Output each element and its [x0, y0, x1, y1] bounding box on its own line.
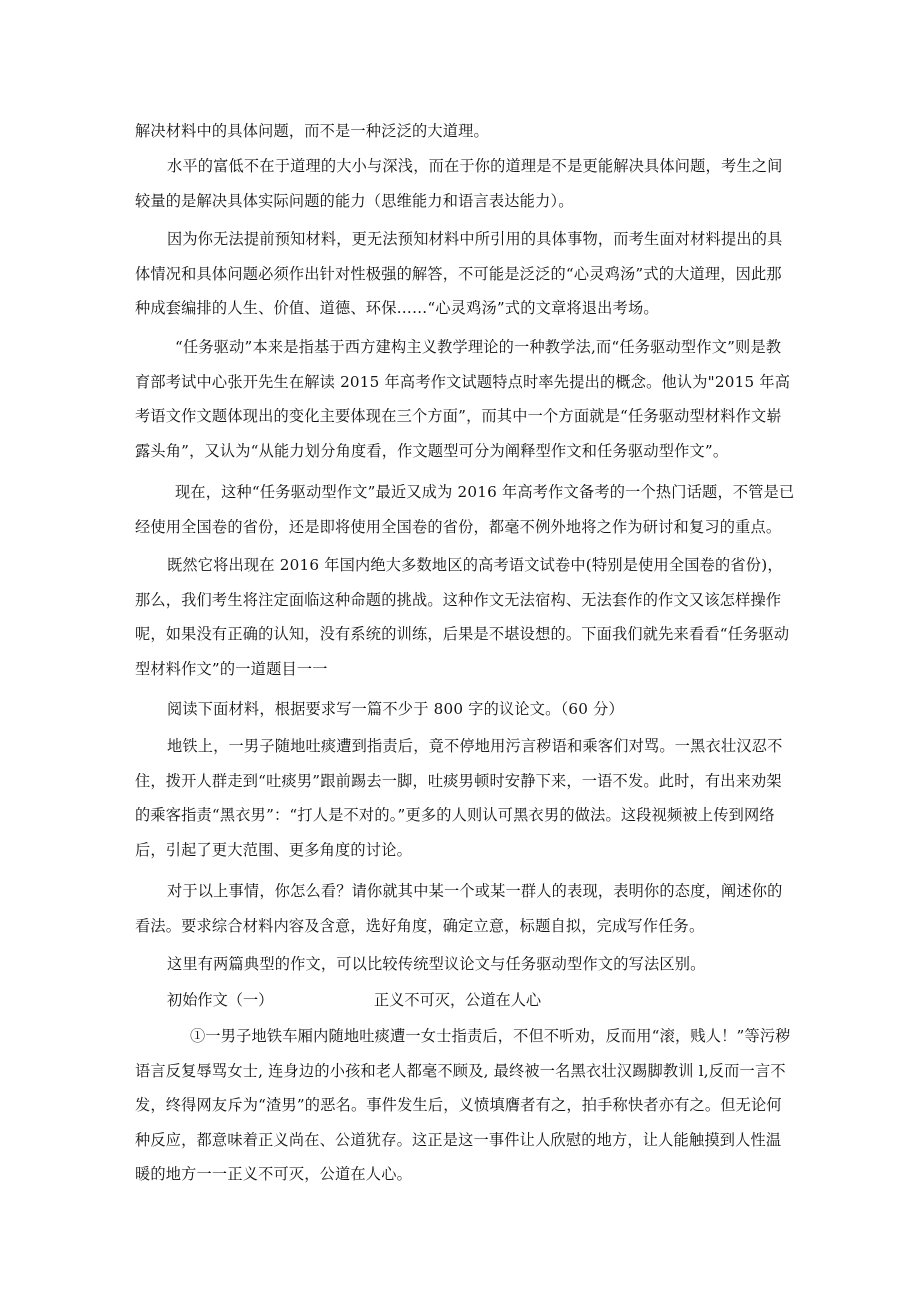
paragraph-10: 这里有两篇典型的作文，可以比较传统型议论文与任务驱动型作文的写法区别。: [167, 955, 706, 973]
essay-title: 正义不可灭，公道在人心: [374, 991, 542, 1009]
paragraph-2: 水平的富低不在于道理的大小与深浅，而在于你的道理是不是更能解决具体问题，考生之间较量的是解决具体实际问题的能力（思维能力和语言表达能力）。: [135, 157, 783, 210]
paragraph-4: “任务驱动”本来是指基于西方建构主义教学理论的一种教学法,而“任务驱动型作文”则是教育部考试中心张开先生在解读 2015 年高考作文试题特点时率先提出的概念。他认为"2015 年高考语文作文题体现出的变化主要体现在三个方面”，而其中一个方面就是“任务驱动型材料作文崭露头角”，又认为“从能力划分角度看，作文题型可分为阐释型作文和任务驱动型作文”。: [135, 338, 791, 460]
essay-label: 初始作文（一）: [167, 991, 274, 1009]
paragraph-9: 对于以上事情，你怎么看？请你就其中某一个或某一群人的表现，表明你的态度，阐述你的看法。要求综合材料内容及含意，选好角度，确定立意，标题自拟，完成写作任务。: [135, 882, 783, 935]
paragraph-3: 因为你无法提前预知材料，更无法预知材料中所引用的具体事物，而考生面对材料提出的具体情况和具体问题必须作出针对性极强的解答，不可能是泛泛的“心灵鸡汤”式的大道理，因此那种成套编排的人生、价值、道德、环保……“心灵鸡汤”式的文章将退出考场。: [135, 230, 783, 317]
paragraph-8: 地铁上，一男子随地吐痰遭到指责后，竟不停地用污言秽语和乘客们对骂。一黑衣壮汉忍不住，拨开人群走到“吐痰男”跟前踢去一脚，吐痰男顿时安静下来，一语不发。此时，有出来劝架的乘客指责“黑衣男”：“打人是不对的。”更多的人则认可黑衣男的做法。这段视频被上传到网络后，引起了更大范围、更多角度的讨论。: [135, 737, 783, 859]
paragraph-1: 解决材料中的具体问题，而不是一种泛泛的大道理。: [135, 122, 489, 140]
paragraph-5: 现在，这种“任务驱动型作文”最近又成为 2016 年高考作文备考的一个热门话题，不管是已经使用全国卷的省份，还是即将使用全国卷的省份，都毫不例外地将之作为研讨和复习的重点。: [135, 483, 795, 536]
paragraph-11: ①一男子地铁车厢内随地吐痰遭一女士指责后，不但不听劝，反而用“滚，贱人！”等污秽语言反复辱骂女士, 连身边的小孩和老人都毫不顾及, 最终被一名黑衣壮汉踢脚教训 l,反而一言不发，终得网友斥为“渣男”的恶名。事件发生后，义愤填膺者有之，拍手称快者亦有之。但无论何种反应，都意味着正义尚在、公道犹存。这正是这一事件让人欣慰的地方，让人能触摸到人性温暖的地方一一正义不可灭，公道在人心。: [135, 1027, 791, 1183]
paragraph-6: 既然它将出现在 2016 年国内绝大多数地区的高考语文试卷中(特别是使用全国卷的省份)，那么，我们考生将注定面临这种命题的挑战。这种作文无法宿构、无法套作的作文又该怎样操作呢，如果没有正确的认知，没有系统的训练，后果是不堪设想的。下面我们就先来看看“任务驱动型材料作文”的一道题目一一: [135, 556, 790, 678]
paragraph-7: 阅读下面材料，根据要求写一篇不少于 800 字的议论文。（60 分）: [167, 700, 624, 718]
